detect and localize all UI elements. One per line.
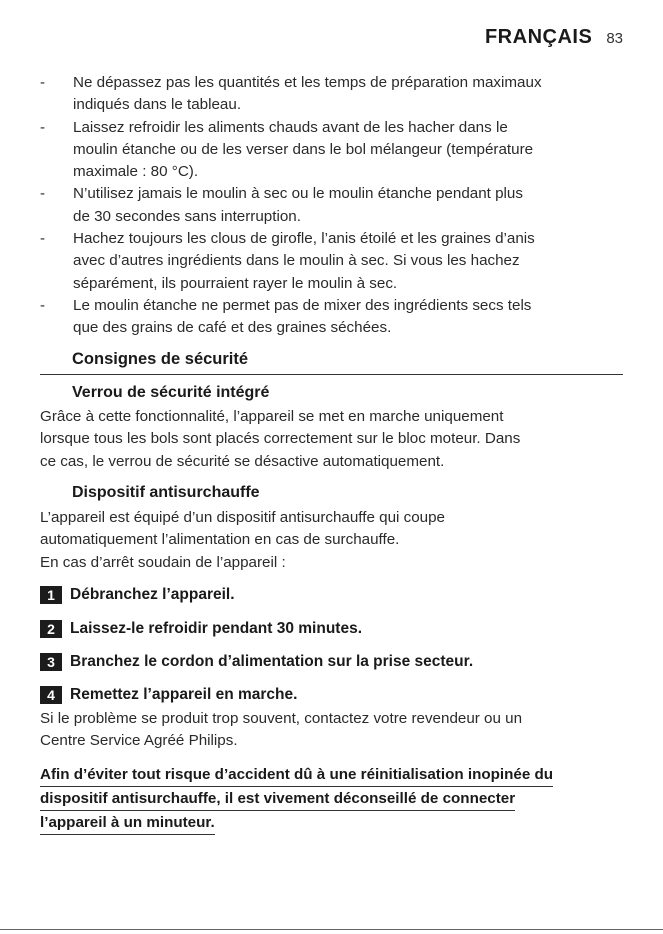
timer-warning: Afin d’éviter tout risque d’accident dû à une réinitialisation inopinée du dispositif antisurchauffe, il est vivement déconseillé de connecter l’appareil à un minuteur. [40, 763, 630, 835]
page-header [485, 26, 623, 49]
step-1 [40, 586, 235, 604]
step-number-badge: 1 [40, 586, 62, 604]
step-text: Branchez le cordon d’alimentation sur la prise secteur. [70, 653, 474, 670]
list-item: - N’utilisez jamais le moulin à sec ou le moulin étanche pendant plus de 30 secondes sans interruption. [40, 185, 523, 225]
step-4 [40, 686, 297, 704]
page-bottom-line [0, 929, 663, 930]
step-3 [40, 653, 473, 671]
lock-paragraph: Grâce à cette fonctionnalité, l’appareil se met en marche uniquement lorsque tous les bols sont placés correctement sur le bloc moteur. Dans ce cas, le verrou de sécurité se désactive automatiquement. [40, 408, 521, 470]
language-heading: FRANÇAIS [484, 26, 593, 48]
usage-tips-list [40, 72, 625, 340]
list-item: - Laissez refroidir les aliments chauds avant de les hacher dans le moulin étanche ou de les verser dans le bol mélangeur (température maximale : 80 °C). [40, 118, 534, 181]
step-number-badge: 4 [40, 686, 62, 704]
step-number-badge: 2 [40, 620, 62, 638]
section-title: Consignes de sécurité [72, 350, 249, 368]
list-item: - Hachez toujours les clous de girofle, l’anis étoilé et les graines d’anis avec d’autres ingrédients dans le moulin à sec. Si vous les hachez séparément, ils pourraient rayer le moulin à sec. [40, 230, 535, 292]
section-divider [40, 374, 623, 375]
overheat-paragraph: L’appareil est équipé d’un dispositif antisurchauffe qui coupe automatiquement l’alimentation en cas de surchauffe. En cas d’arrêt soudain de l’appareil : [40, 509, 446, 571]
step-text: Laissez-le refroidir pendant 30 minutes. [70, 620, 362, 637]
step-text: Débranchez l’appareil. [70, 586, 235, 603]
list-item: - Ne dépassez pas les quantités et les temps de préparation maximaux indiqués dans le tableau. [40, 74, 542, 114]
page-number: 83 [606, 30, 623, 47]
step-number-badge: 3 [40, 653, 62, 671]
lock-heading: Verrou de sécurité intégré [72, 384, 270, 401]
overheat-heading: Dispositif antisurchauffe [72, 484, 260, 501]
service-paragraph: Si le problème se produit trop souvent, contactez votre revendeur ou un Centre Service Agréé Philips. [40, 710, 523, 750]
step-2 [40, 620, 362, 638]
step-text: Remettez l’appareil en marche. [70, 686, 298, 703]
list-item: - Le moulin étanche ne permet pas de mixer des ingrédients secs tels que des grains de café et des graines séchées. [40, 296, 532, 337]
